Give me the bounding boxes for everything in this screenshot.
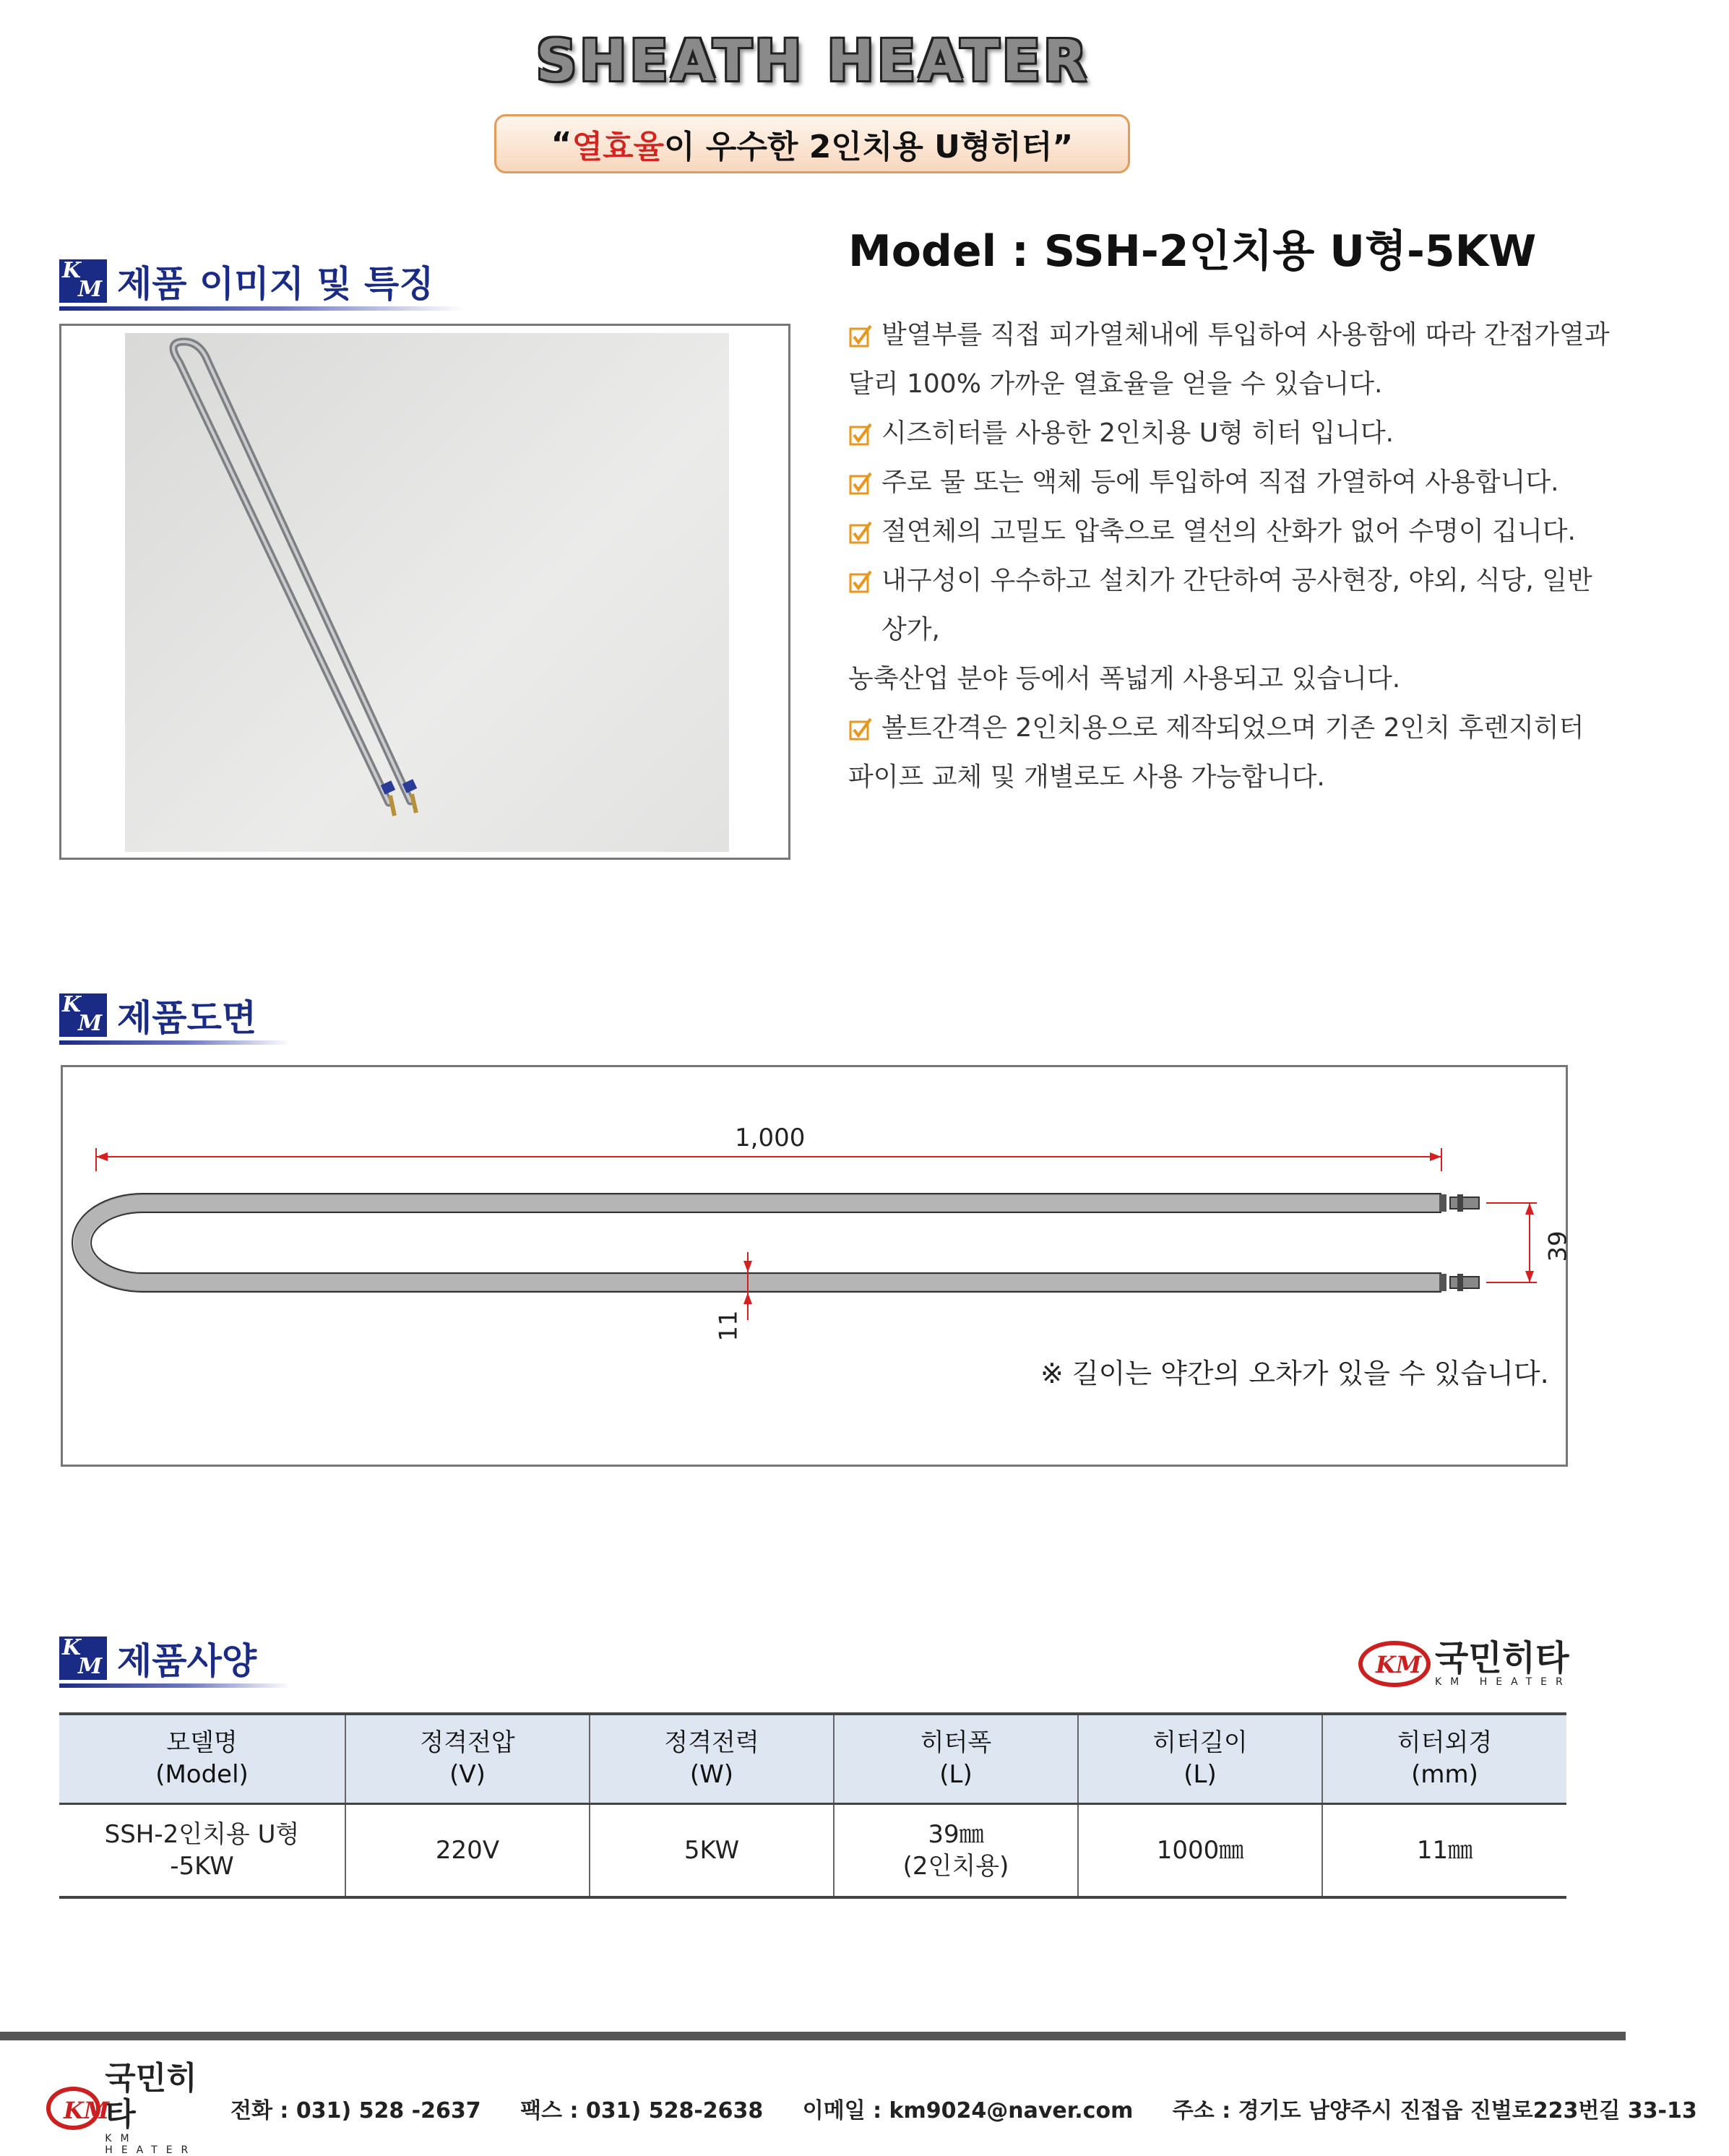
- length-dimension-label: 1,000: [735, 1124, 806, 1152]
- section-title-spec: 제품사양: [117, 1640, 257, 1682]
- table-header-cell: 히터길이 (L): [1078, 1714, 1322, 1803]
- table-cell: 11㎜: [1322, 1803, 1566, 1897]
- km-logo-icon: K M: [59, 259, 107, 303]
- table-header-cell: 히터외경 (mm): [1322, 1714, 1566, 1803]
- subtitle-highlight: 열효율: [572, 129, 665, 165]
- spec-table: [59, 1712, 1566, 1899]
- footer-address: 주소 : 경기도 남양주시 진접읍 진벌로223번길 33-13: [1172, 2098, 1697, 2123]
- feature-item: [848, 311, 1614, 409]
- brand-subtitle: KM HEATER: [1435, 1676, 1571, 1688]
- table-header-cell: 모델명 (Model): [59, 1714, 345, 1803]
- table-row: [59, 1803, 1566, 1897]
- drawing-section-header: [59, 990, 290, 1045]
- heater-photo-illustration: [125, 333, 729, 852]
- feature-item: [848, 556, 1614, 704]
- footer-brand-name: 국민히타: [105, 2060, 197, 2133]
- page-title: SHEATH HEATER: [535, 29, 1090, 94]
- km-heater-logo-icon: KM: [1358, 1641, 1431, 1687]
- feature-text-continued: 농축산업 분야 등에서 폭넓게 사용되고 있습니다.: [848, 664, 1401, 694]
- feature-text: 발열부를 직접 피가열체내에 투입하여 사용함에 따라 간접가열과: [881, 320, 1610, 350]
- km-logo-icon: K M: [59, 993, 107, 1037]
- contact-info: [230, 2092, 1729, 2124]
- feature-text: 주로 물 또는 액체 등에 투입하여 직접 가열하여 사용합니다.: [881, 467, 1559, 497]
- footer-divider: [0, 2032, 1626, 2040]
- table-cell: 1000㎜: [1078, 1803, 1322, 1897]
- footer: [46, 2061, 1729, 2156]
- km-heater-logo-icon: KM: [46, 2087, 100, 2130]
- gap-dimension-label: 39: [1543, 1230, 1573, 1262]
- feature-item: [848, 704, 1614, 802]
- feature-text: 볼트간격은 2인치용으로 제작되었으며 기존 2인치 후렌지히터: [881, 713, 1584, 743]
- technical-drawing-frame: [61, 1065, 1573, 1467]
- checkbox-icon: [848, 409, 881, 458]
- checkbox-icon: [848, 556, 881, 655]
- table-cell: SSH-2인치용 U형 -5KW: [59, 1803, 345, 1897]
- table-header-row: [59, 1714, 1566, 1803]
- subtitle-banner: [494, 114, 1130, 173]
- footer-fax: 팩스 : 031) 528-2638: [520, 2098, 764, 2123]
- table-cell: 5KW: [590, 1803, 834, 1897]
- section-title-drawing: 제품도면: [117, 997, 257, 1039]
- tolerance-note: ※ 길이는 약간의 오차가 있을 수 있습니다.: [1040, 1358, 1549, 1389]
- table-cell: 39㎜ (2인치용): [834, 1803, 1078, 1897]
- brand-logo: [1358, 1640, 1571, 1688]
- subtitle-rest: 이 우수한 2인치용 U형히터”: [664, 129, 1074, 165]
- checkbox-icon: [848, 507, 881, 556]
- feature-list: [848, 311, 1614, 802]
- checkbox-icon: [848, 311, 881, 360]
- feature-item: [848, 409, 1614, 458]
- features-section-header: [59, 256, 464, 311]
- footer-email[interactable]: 이메일 : km9024@naver.com: [802, 2098, 1134, 2123]
- feature-text-continued: 달리 100% 가까운 열효율을 얻을 수 있습니다.: [848, 369, 1383, 399]
- product-image-frame: [59, 324, 790, 860]
- feature-item: [848, 507, 1614, 556]
- diameter-dimension-label: 11: [714, 1310, 743, 1342]
- table-header-cell: 히터폭 (L): [834, 1714, 1078, 1803]
- feature-text: 절연체의 고밀도 압축으로 열선의 산화가 없어 수명이 깁니다.: [881, 517, 1576, 546]
- table-cell: 220V: [345, 1803, 590, 1897]
- feature-item: [848, 458, 1614, 507]
- feature-text: 내구성이 우수하고 설치가 간단하여 공사현장, 야외, 식당, 일반상가,: [881, 566, 1592, 644]
- section-title-features: 제품 이미지 및 특징: [117, 263, 434, 305]
- model-name: Model : SSH-2인치용 U형-5KW: [848, 226, 1537, 277]
- table-header-cell: 정격전압 (V): [345, 1714, 590, 1803]
- spec-section-header: [59, 1633, 290, 1688]
- product-photo: [125, 333, 729, 852]
- km-logo-icon: K M: [59, 1637, 107, 1680]
- subtitle-open-quote: “: [551, 125, 572, 163]
- technical-drawing: [63, 1067, 1566, 1465]
- footer-phone: 전화 : 031) 528 -2637: [230, 2098, 481, 2123]
- feature-text-continued: 파이프 교체 및 개별로도 사용 가능합니다.: [848, 762, 1325, 792]
- checkbox-icon: [848, 704, 881, 753]
- footer-brand-subtitle: KM HEATER: [105, 2133, 197, 2156]
- table-header-cell: 정격전력 (W): [590, 1714, 834, 1803]
- feature-text: 시즈히터를 사용한 2인치용 U형 히터 입니다.: [881, 418, 1394, 448]
- brand-name: 국민히타: [1435, 1638, 1569, 1678]
- checkbox-icon: [848, 458, 881, 507]
